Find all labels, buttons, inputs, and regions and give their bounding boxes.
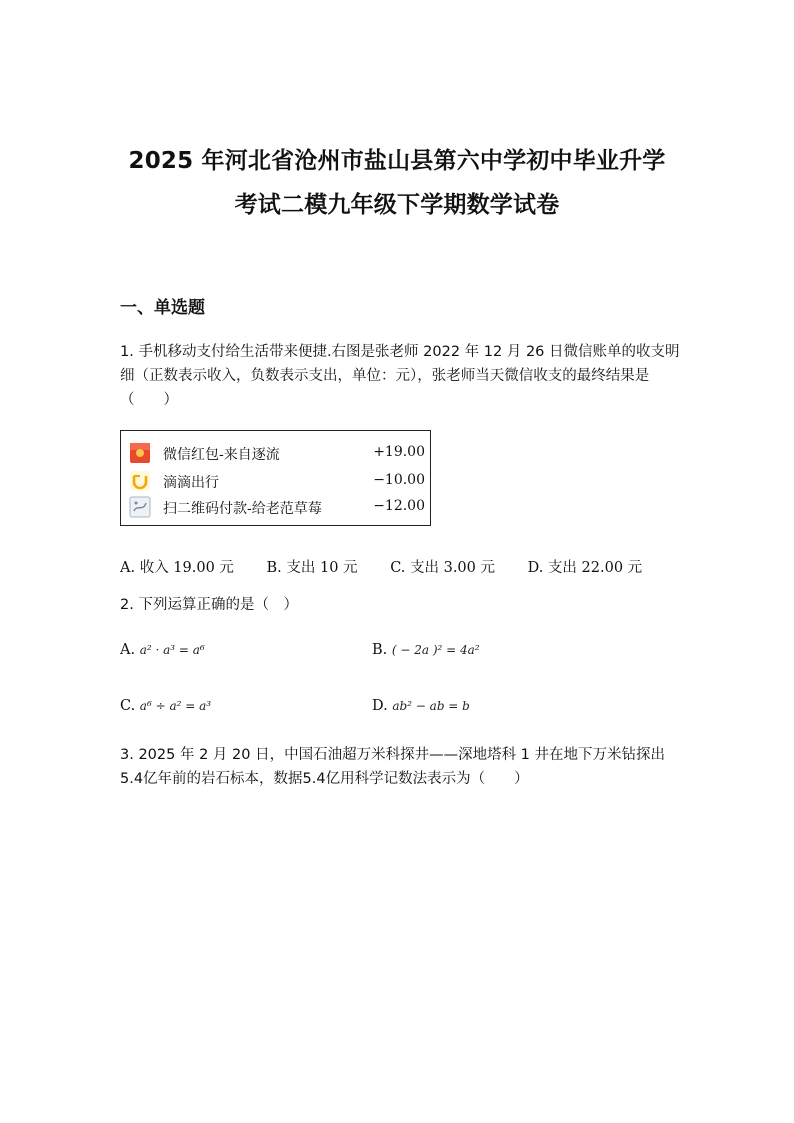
wechat-bill-table — [120, 430, 431, 526]
section-heading: 一、单选题 — [120, 298, 205, 318]
option-label: D. — [372, 698, 388, 714]
option-a[interactable]: A. 收入 19.00 元 — [120, 560, 234, 576]
option-b[interactable]: B. 支出 10 元 — [266, 560, 358, 576]
math-expression: ( − 2a )² = 4a² — [391, 643, 480, 657]
bill-label: 微信红包-来自逐流 — [163, 447, 280, 463]
bill-amount: +19.00 — [373, 444, 425, 460]
page-title-line1: 2025 年河北省沧州市盐山县第六中学初中毕业升学 — [128, 148, 666, 174]
bill-label: 滴滴出行 — [163, 475, 219, 491]
question-2-text: 2. 下列运算正确的是（ ） — [120, 597, 298, 613]
question-3-text: 3. 2025 年 2 月 20 日，中国石油超万米科探井——深地塔科 1 井在地下万米钻探出5.4亿年前的岩石标本，数据5.4亿用科学记数法表示为（ ） — [120, 747, 666, 787]
question-1-text: 1. 手机移动支付给生活带来便捷.右图是张老师 2022 年 12 月 26 日微信账单的收支明细（正数表示收入，负数表示支出，单位：元），张老师当天微信收支的最终结果是（ ） — [120, 344, 680, 408]
q2-option-d[interactable] — [372, 698, 470, 714]
question-1-options — [120, 556, 670, 577]
red-envelope-icon — [129, 442, 151, 464]
didi-icon — [129, 470, 151, 492]
bill-label: 扫二维码付款-给老范草莓 — [163, 501, 322, 517]
math-expression: a⁶ ÷ a² = a³ — [139, 699, 212, 713]
option-c[interactable]: C. 支出 3.00 元 — [390, 560, 495, 576]
option-label: A. — [120, 642, 136, 658]
bill-row — [129, 470, 425, 494]
bill-amount: −12.00 — [373, 498, 425, 514]
bill-row — [129, 442, 425, 466]
q2-option-c[interactable] — [120, 698, 211, 714]
option-d[interactable]: D. 支出 22.00 元 — [527, 560, 643, 576]
page-title-line2: 考试二模九年级下学期数学试卷 — [234, 192, 560, 218]
math-expression: ab² − ab = b — [392, 699, 470, 713]
bill-amount: −10.00 — [373, 472, 425, 488]
qr-code-icon — [129, 496, 151, 518]
option-label: C. — [120, 698, 136, 714]
bill-row — [129, 496, 425, 520]
q2-option-b[interactable] — [372, 642, 480, 658]
option-label: B. — [372, 642, 388, 658]
q2-option-a[interactable] — [120, 642, 205, 658]
math-expression: a² · a³ = a⁶ — [139, 643, 205, 657]
